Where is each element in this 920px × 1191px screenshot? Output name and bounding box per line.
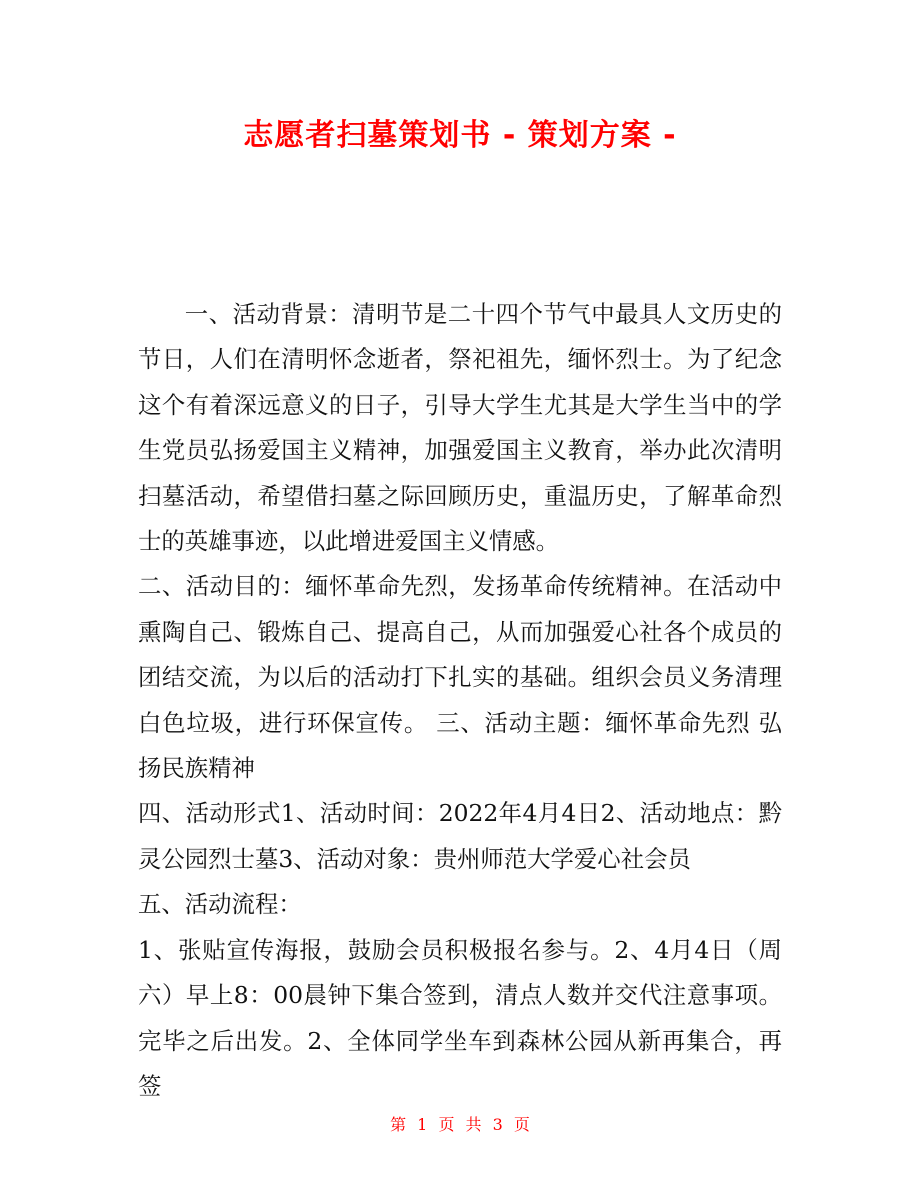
- paragraph-purpose-theme: 二、活动目的：缅怀革命先烈，发扬革命传统精神。在活动中熏陶自己、锻炼自己、提高自己，从而加强爱心社各个成员的团结交流，为以后的活动打下扎实的基础。组织会员义务清理白色垃圾，进行环保宣传。 三、活动主题：缅怀革命先烈 弘扬民族精神: [138, 572, 782, 783]
- page-number-footer: 第 1 页 共 3 页: [390, 1115, 530, 1134]
- document-body: [138, 292, 782, 1109]
- paragraph-background: 一、活动背景：清明节是二十四个节气中最具人文历史的节日，人们在清明怀念逝者，祭祀祖先，缅怀烈士。为了纪念这个有着深远意义的日子，引导大学生尤其是大学生当中的学生党员弘扬爱国主义精神，加强爱国主义教育，举办此次清明扫墓活动，希望借扫墓之际回顾历史，重温历史，了解革命烈士的英雄事迹，以此增进爱国主义情感。: [138, 300, 782, 556]
- paragraph-format: 四、活动形式1、活动时间：2022年4月4日2、活动地点：黔灵公园烈士墓3、活动对象：贵州师范大学爱心社会员: [138, 799, 782, 873]
- paragraph-process-heading: 五、活动流程：: [138, 890, 302, 919]
- paragraph-process-steps: 1、张贴宣传海报，鼓励会员积极报名参与。2、4月4日（周六）早上8：00晨钟下集合签到，清点人数并交代注意事项。完毕之后出发。2、全体同学坐车到森林公园从新再集合，再签: [138, 935, 782, 1100]
- document-title: 志愿者扫墓策划书 - 策划方案 -: [243, 118, 677, 153]
